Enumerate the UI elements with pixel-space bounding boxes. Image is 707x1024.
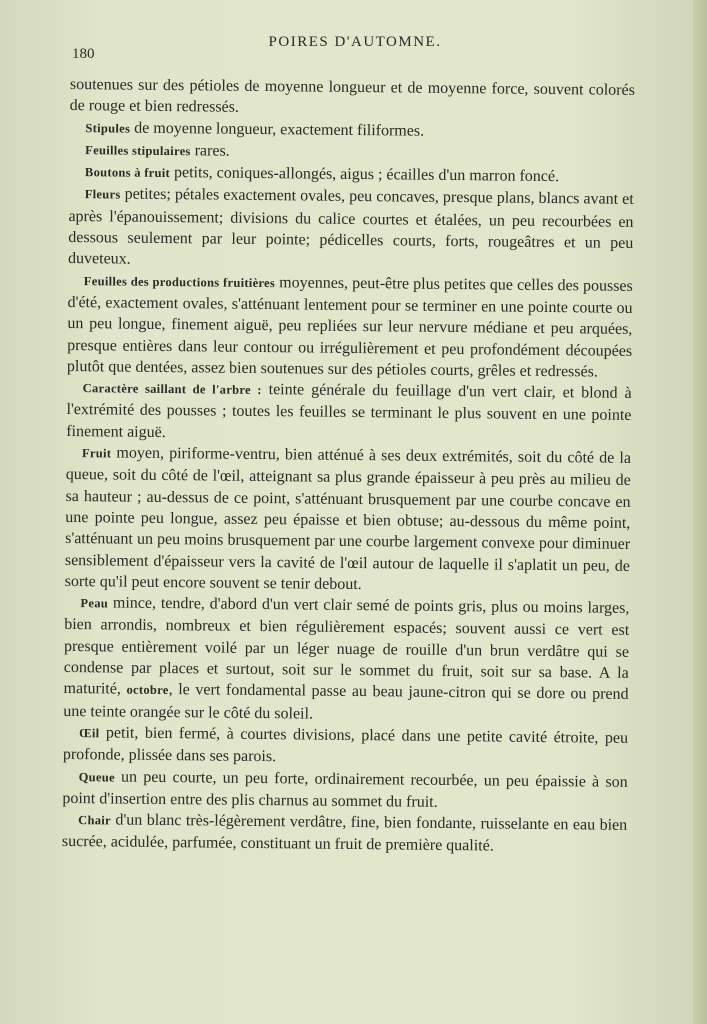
- paragraph-text: un peu courte, un peu forte, ordinairement recourbée, un peu épaissie à son point d'insertion entre des plis charnus au sommet du fruit.: [62, 768, 628, 811]
- paragraph-text: rares.: [190, 142, 230, 160]
- paragraph-fleurs: [68, 183, 634, 275]
- paragraph-lead: Chair: [78, 813, 112, 828]
- paragraph-lead: Caractère saillant de l'arbre :: [82, 381, 262, 398]
- paragraph-lead: Stipules: [85, 120, 131, 136]
- paragraph-continuation: [70, 74, 635, 123]
- paragraph-lead: Feuilles stipulaires: [85, 143, 191, 159]
- paragraph-feuilles-productions: [67, 270, 633, 383]
- paragraph-lead: Fruit: [81, 446, 112, 461]
- paragraph-chair: [62, 809, 627, 859]
- paragraph-text: petites; pétales exactement ovales, peu concaves, presque plans, blancs avant et après l'épanouissement; divisions du calice courtes et étalées, un peu recourbées en dessous seulement par leur pointe; pédicelles courts, forts, rougeâtres et un peu duveteux.: [67, 186, 634, 269]
- paragraph-peau: [63, 592, 629, 728]
- paragraph-text: petit, bien fermé, à courtes divisions, placé dans une petite cavité étroite, peu profonde, plissée dans ses parois.: [62, 724, 629, 766]
- paragraph-oeil: [63, 722, 628, 772]
- page-header: [70, 34, 640, 62]
- paragraph-text: moyennes, peut-être plus petites que celles des pousses d'été, exactement ovales, s'atténuant lentement pour se terminer en une pointe courte ou un peu longue, finement aiguë, peu repliées sur leur nervure médiane et peu arquées, presque entières dans leur contour ou irrégulièrement et peu profondément découpées plutôt que dentées, assez bien soutenues sur des pétioles courts, grêles et redressés.: [66, 273, 633, 381]
- paragraph-text: moyen, piriforme-ventru, bien atténué à ses deux extrémités, soit du côté de la queue, soit du côté de l'œil, atteignant sa plus grande épaisseur à peu près au milieu de sa hauteur ; au-dessus de ce point, s'atténuant brusquement par une courbe concave en une pointe peu longue, assez peu épaisse et bien obtuse; au-dessous du même point, s'atténuant un peu moins brusquement par une courbe largement convexe pour diminuer sensiblement d'épaisseur vers la cavité de l'œil autour de laquelle il s'aplatit un peu, de sorte qu'il peut encore souvent se tenir debout.: [64, 444, 632, 593]
- paragraph-text: soutenues sur des pétioles de moyenne longueur et de moyenne force, souvent colorés de rouge et bien redressés.: [69, 75, 635, 117]
- running-title: POIRES D'AUTOMNE.: [268, 34, 442, 50]
- paragraph-lead: Feuilles des productions fruitières: [83, 273, 276, 290]
- paragraph-fruit: [65, 442, 632, 598]
- paragraph-lead: Peau: [80, 596, 109, 611]
- paragraph-text: teinte générale du feuillage d'un vert clair, et blond à l'extrémité des pousses ; toutes les feuilles se terminant le plus souvent en une pointe finement aiguë.: [66, 381, 632, 441]
- paragraph-lead: Queue: [78, 769, 115, 785]
- paragraph-text: mince, tendre, d'abord d'un vert clair semé de points gris, plus ou moins larges, bien arrondis, nombreux et bien régulièrement espacés; souvent aussi ce vert est presque entièrement voilé par un léger nuage de rouille d'un brun verdâtre qui se condense par places et surtout, soit sur le sommet du fruit, soit sur sa base. A la maturité,: [63, 594, 630, 698]
- page-edge: [693, 0, 707, 1024]
- paragraph-text: petits, coniques-allongés, aigus ; écailles d'un marron foncé.: [169, 164, 560, 186]
- body-text: [62, 74, 635, 859]
- paragraph-caractere: [66, 377, 632, 448]
- paragraph-queue: [62, 765, 627, 815]
- paragraph-text-continued: , le vert fondamental passe au beau jaune-citron qui se dore ou prend une teinte orangée sur le côté du soleil.: [63, 681, 629, 723]
- paragraph-text: de moyenne longueur, exactement filiformes.: [130, 119, 425, 140]
- paragraph-text: d'un blanc très-légèrement verdâtre, fine, bien fondante, ruisselante en eau bien sucrée, acidulée, parfumée, constituant un fruit de première qualité.: [61, 811, 628, 855]
- page-number: 180: [72, 46, 95, 62]
- paragraph-bold-month: octobre: [126, 682, 169, 698]
- paragraph-lead: Œil: [79, 726, 100, 741]
- paragraph-lead: Boutons à fruit: [84, 165, 171, 181]
- paragraph-lead: Fleurs: [84, 187, 121, 203]
